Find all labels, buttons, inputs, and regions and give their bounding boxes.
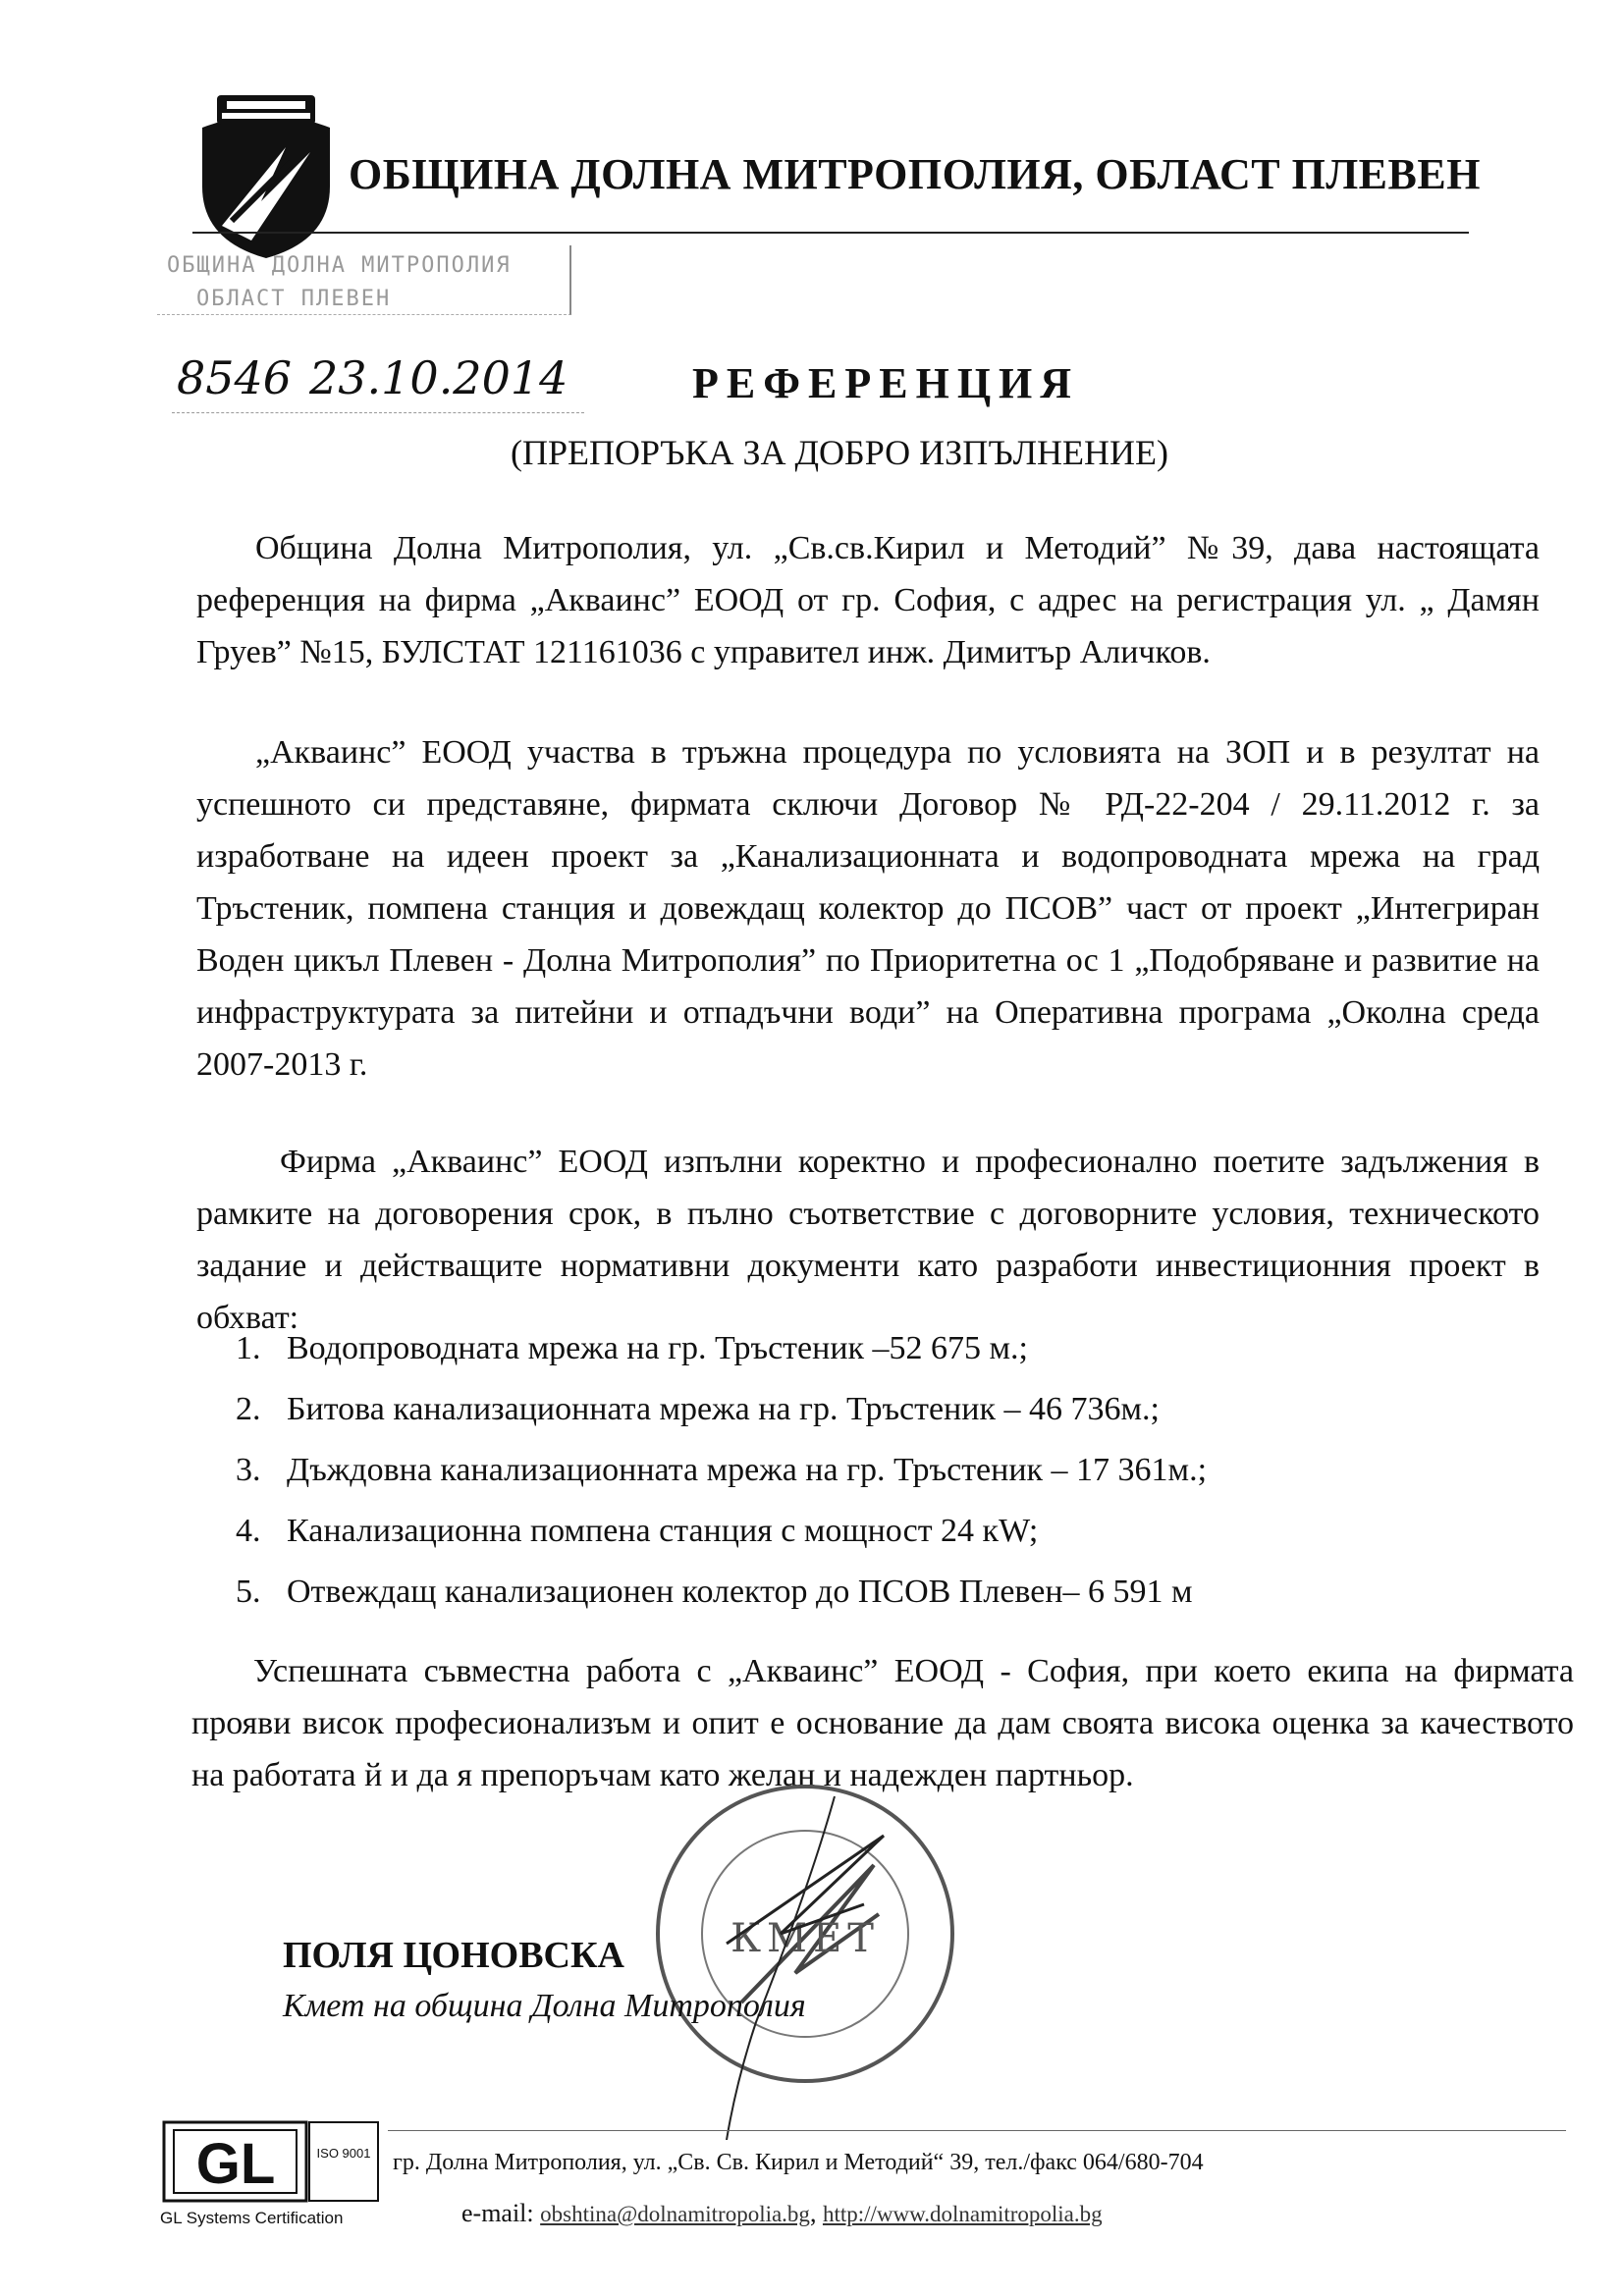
registration-stamp-line1: ОБЩИНА ДОЛНА МИТРОПОЛИЯ — [167, 253, 512, 278]
svg-text:КМЕТ: КМЕТ — [730, 1916, 880, 1961]
gl-certification-logo — [162, 2120, 383, 2204]
registration-date: 23.10.2014 — [309, 351, 568, 404]
list-item-text: Водопроводната мрежа на гр. Тръстеник –52 675 м.; — [287, 1330, 1028, 1366]
document-subtitle: (ПРЕПОРЪКА ЗА ДОБРО ИЗПЪЛНЕНИЕ) — [511, 433, 1168, 472]
body-paragraph: Община Долна Митрополия, ул. „Св.св.Кирил и Методий” №39, дава настоящата референция на фирма „Акваинс” ЕООД от гр. София, с адрес на регистрация ул. „ Дамян Груев” №15, БУЛСТАТ 121161036 с управител инж. Димитър Аличков. — [196, 530, 1540, 670]
website-link[interactable]: http://www.dolnamitropolia.bg — [822, 2202, 1103, 2226]
list-item — [236, 1513, 1512, 1574]
organization-title: ОБЩИНА ДОЛНА МИТРОПОЛИЯ, ОБЛАСТ ПЛЕВЕН — [349, 150, 1481, 198]
footer-divider — [388, 2130, 1566, 2131]
list-item-text: Дъждовна канализационната мрежа на гр. Тръстеник – 17 361м.; — [287, 1452, 1208, 1488]
list-item-text: Канализационна помпена станция с мощност 24 кW; — [287, 1513, 1039, 1549]
gl-certification-caption: GL Systems Certification — [160, 2209, 344, 2227]
list-item-number: 1. — [236, 1330, 261, 1366]
list-item — [236, 1574, 1512, 1634]
email-label: e-mail: — [461, 2199, 534, 2227]
body-paragraph: Фирма „Акваинс” ЕООД изпълни коректно и професионално поетите задължения в рамките на договорения срок, в пълно съответствие с договорните условия, техническото задание и действащите нормативни документи като разработи инвестиционния проект в обхват: — [196, 1144, 1540, 1336]
registration-underline — [172, 412, 584, 413]
municipality-crest-logo — [192, 93, 340, 260]
registration-stamp — [157, 245, 569, 324]
list-item-text: Битова канализационната мрежа на гр. Тръстеник – 46 736м.; — [287, 1391, 1160, 1427]
handwritten-signature — [609, 1767, 962, 2140]
registration-stamp-line2: ОБЛАСТ ПЛЕВЕН — [196, 287, 392, 311]
list-item-number: 3. — [236, 1452, 261, 1488]
list-item-number: 2. — [236, 1391, 261, 1427]
registration-number: 8546 — [177, 351, 293, 404]
list-item — [236, 1391, 1512, 1452]
list-item-text: Отвеждащ канализационен колектор до ПСОВ Плевен– 6 591 м — [287, 1574, 1193, 1610]
document-title: РЕФЕРЕНЦИЯ — [692, 359, 1080, 407]
signer-title: Кмет на община Долна Митрополия — [283, 1988, 806, 2024]
scope-list — [236, 1330, 1512, 1634]
body-paragraph: „Акваинс” ЕООД участва в тръжна процедура по условията на ЗОП и в резултат на успешното си представяне, фирмата сключи Договор № РД-22-204 / 29.11.2012 г. за изработване на идеен проект за „Канализационната и водопроводната мрежа на град Тръстеник, помпена станция и довеждащ колектор до ПСОВ” част от проект „Интегриран Воден цикъл Плевен - Долна Митрополия” по Приоритетна ос 1 „Подобряване и развитие на инфраструктурата за питейни и отпадъчни води” на Оперативна програма „Околна среда 2007-2013 г. — [196, 734, 1540, 1083]
email-link[interactable]: obshtina@dolnamitropolia.bg — [540, 2202, 810, 2226]
list-item-number: 4. — [236, 1513, 261, 1549]
list-item — [236, 1452, 1512, 1513]
svg-text:GL: GL — [195, 2132, 276, 2196]
signer-name: ПОЛЯ ЦОНОВСКА — [283, 1935, 624, 1976]
list-item — [236, 1330, 1512, 1391]
body-paragraph: Успешната съвместна работа с „Акваинс” ЕООД - София, при което екипа на фирмата прояви висок професионализъм и опит е основание да дам своята висока оценка за качеството на работата й и да я препоръчам като желан и надежден партньор. — [191, 1653, 1574, 1793]
list-item-number: 5. — [236, 1574, 261, 1610]
svg-text:ISO 9001: ISO 9001 — [316, 2146, 371, 2161]
footer-contacts — [461, 2199, 1103, 2228]
contacts-separator: , — [809, 2199, 817, 2227]
header-divider — [192, 232, 1469, 234]
footer-address: гр. Долна Митрополия, ул. „Св. Св. Кирил и Методий“ 39, тел./факс 064/680-704 — [393, 2150, 1204, 2175]
